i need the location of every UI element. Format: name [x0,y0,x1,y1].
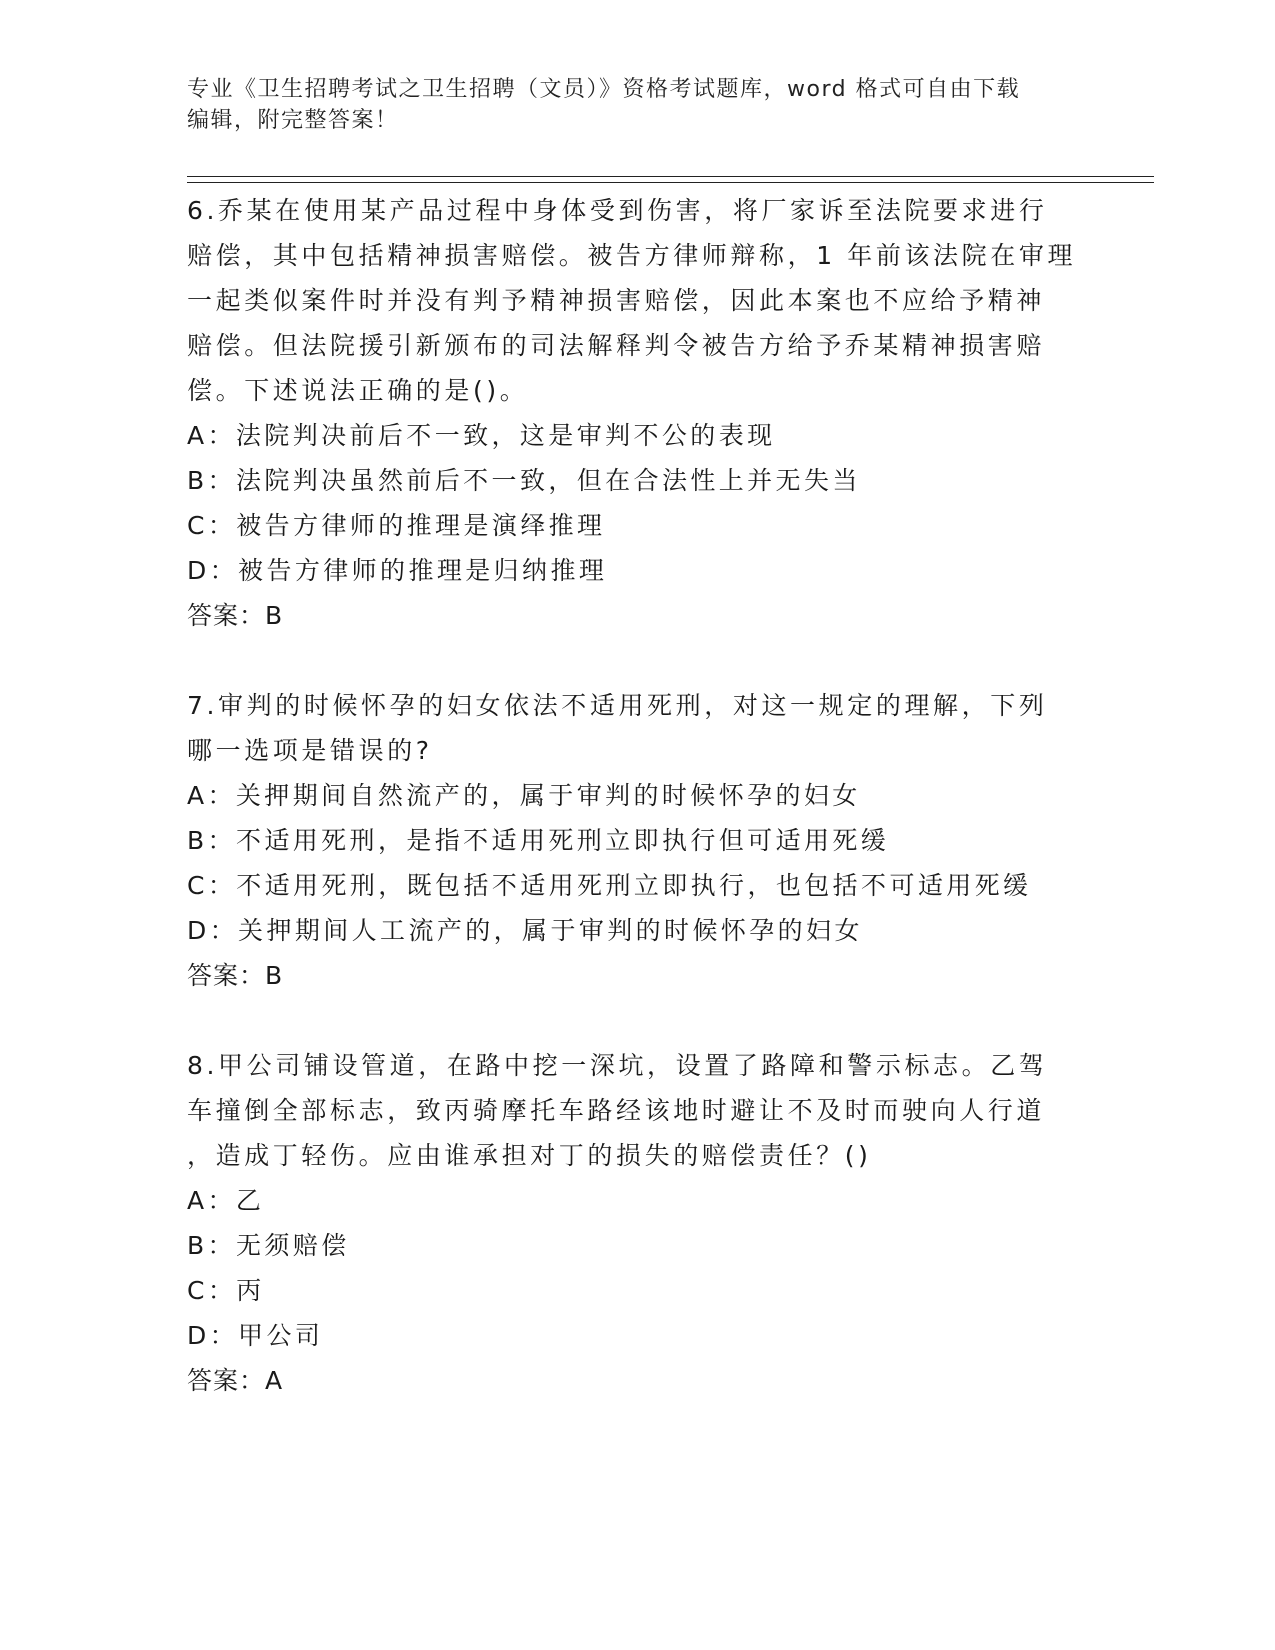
option-b: B：无须赔偿 [187,1231,350,1260]
question-stem [187,683,1087,773]
stem-line: 赔偿。但法院援引新颁布的司法解释判令被告方给予乔某精神损害赔 [187,331,1046,360]
option-c: C：不适用死刑，既包括不适用死刑立即执行，也包括不可适用死缓 [187,871,1032,900]
stem-line: 7.审判的时候怀孕的妇女依法不适用死刑，对这一规定的理解，下列 [187,691,1048,720]
answer-label: 答案：B [187,961,284,990]
stem-line: 赔偿，其中包括精神损害赔偿。被告方律师辩称，1 年前该法院在审理 [187,241,1077,270]
option-c: C：被告方律师的推理是演绎推理 [187,511,606,540]
stem-line: ，造成丁轻伤。应由谁承担对丁的损失的赔偿责任？() [187,1141,872,1170]
option-b: B：不适用死刑，是指不适用死刑立即执行但可适用死缓 [187,826,890,855]
header-line-2: 编辑，附完整答案！ [187,108,399,133]
header-divider [187,176,1154,183]
question-6 [187,188,1087,638]
stem-line: 8.甲公司铺设管道，在路中挖一深坑，设置了路障和警示标志。乙驾 [187,1051,1048,1080]
stem-line: 偿。下述说法正确的是()。 [187,376,529,405]
question-8 [187,1043,1087,1403]
answer-label: 答案：A [187,1366,284,1395]
stem-line: 车撞倒全部标志，致丙骑摩托车路经该地时避让不及时而驶向人行道 [187,1096,1046,1125]
stem-line: 一起类似案件时并没有判予精神损害赔偿，因此本案也不应给予精神 [187,286,1046,315]
option-d: D：被告方律师的推理是归纳推理 [187,556,608,585]
stem-line: 哪一选项是错误的? [187,736,433,765]
question-stem [187,188,1087,413]
option-a: A：乙 [187,1186,265,1215]
question-stem [187,1043,1087,1178]
question-list [187,188,1087,1448]
question-7 [187,683,1087,998]
option-b: B：法院判决虽然前后不一致，但在合法性上并无失当 [187,466,861,495]
option-d: D：甲公司 [187,1321,324,1350]
option-d: D：关押期间人工流产的，属于审判的时候怀孕的妇女 [187,916,863,945]
header-line-1: 专业《卫生招聘考试之卫生招聘（文员）》资格考试题库，word 格式可自由下载 [187,77,1021,102]
option-a: A：关押期间自然流产的，属于审判的时候怀孕的妇女 [187,781,861,810]
document-header [187,74,1087,136]
stem-line: 6.乔某在使用某产品过程中身体受到伤害，将厂家诉至法院要求进行 [187,196,1048,225]
option-a: A：法院判决前后不一致，这是审判不公的表现 [187,421,776,450]
answer-label: 答案：B [187,601,284,630]
option-c: C：丙 [187,1276,265,1305]
